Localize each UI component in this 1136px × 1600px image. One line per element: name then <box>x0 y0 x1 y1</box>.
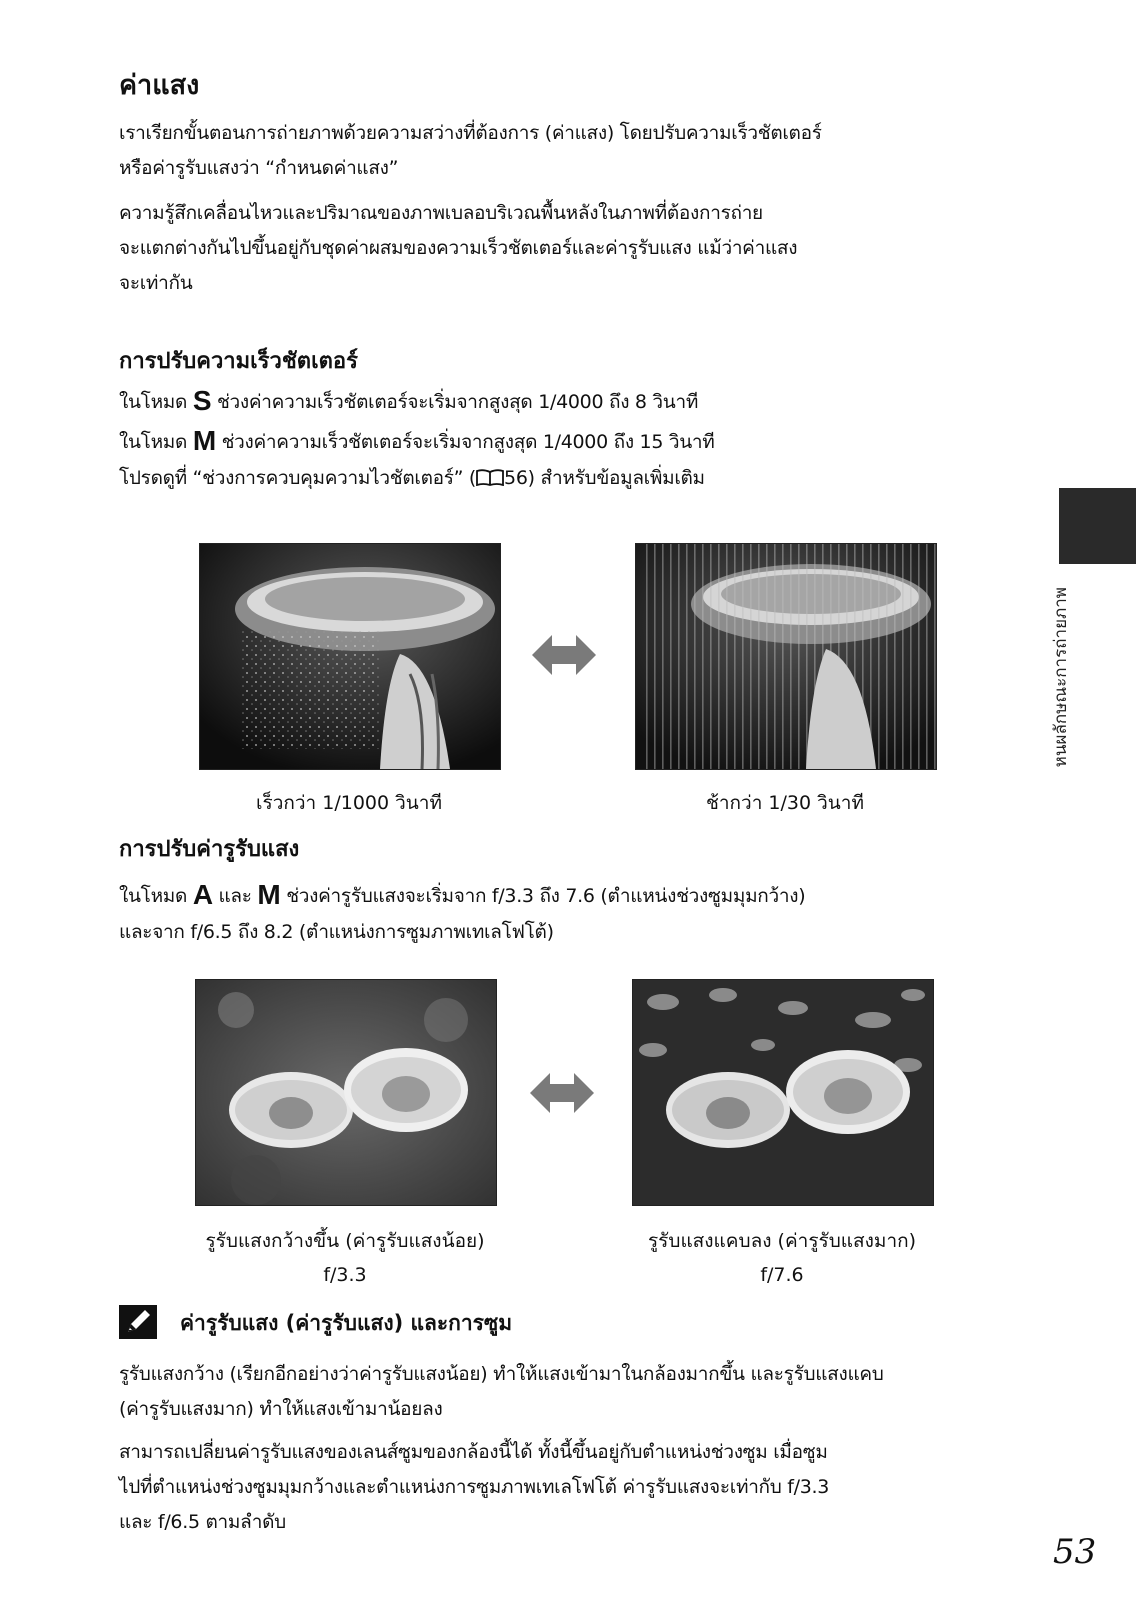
page-reference-link[interactable]: 56 <box>504 467 528 489</box>
fountain-fast-shutter-photo <box>199 543 501 770</box>
mode-a-icon: A <box>192 879 213 910</box>
shutter-mode-m-line: ในโหมด M ช่วงค่าความเร็วชัตเตอร์จะเริ่มจากสูงสุด 1/4000 ถึง 15 วินาที <box>119 425 715 456</box>
book-reference-icon <box>476 469 504 486</box>
mode-m-icon: M <box>257 879 281 910</box>
note-line: (ค่ารูรับแสงมาก) ทำให้แสงเข้ามาน้อยลง <box>119 1398 443 1420</box>
intro-line: ความรู้สึกเคลื่อนไหวและปริมาณของภาพเบลอบริเวณพื้นหลังในภาพที่ต้องการถ่าย <box>119 202 763 224</box>
note-line: รูรับแสงกว้าง (เรียกอีกอย่างว่าค่ารูรับแสงน้อย) ทำให้แสงเข้ามาในกล้องมากขึ้น และรูรับแสงแคบ <box>119 1363 884 1385</box>
caption-fast-shutter: เร็วกว่า 1/1000 วินาที <box>256 792 442 814</box>
chapter-side-label: หนผลักษณะการถ่ายภาพ <box>1051 587 1071 768</box>
note-title: ค่ารูรับแสง (ค่ารูรับแสง) และการซูม <box>180 1311 513 1335</box>
fountain-slow-shutter-photo <box>635 543 937 770</box>
flowers-narrow-aperture-photo <box>632 979 934 1206</box>
aperture-mode-line: ในโหมด A และ M ช่วงค่ารูรับแสงจะเริ่มจาก f/3.3 ถึง 7.6 (ตำแหน่งช่วงซูมมุมกว้าง) <box>119 879 806 910</box>
intro-line: เราเรียกขั้นตอนการถ่ายภาพด้วยความสว่างที่ต้องการ (ค่าแสง) โดยปรับความเร็วชัตเตอร์ <box>119 122 822 144</box>
mode-m-icon: M <box>192 425 216 456</box>
caption-narrow-aperture: รูรับแสงแคบลง (ค่ารูรับแสงมาก) <box>647 1230 917 1252</box>
intro-line: จะเท่ากัน <box>119 272 193 294</box>
shutter-reference-line: โปรดดูที่ “ช่วงการควบคุมความไวชัตเตอร์” ( 56) สำหรับข้อมูลเพิ่มเติม <box>119 467 705 489</box>
aperture-telephoto-line: และจาก f/6.5 ถึง 8.2 (ตำแหน่งการซูมภาพเทเลโฟโต้) <box>119 921 554 943</box>
mode-s-icon: S <box>192 385 212 416</box>
chapter-tab <box>1059 488 1136 564</box>
caption-wide-aperture-value: f/3.3 <box>323 1264 367 1286</box>
intro-line: หรือค่ารูรับแสงว่า “กำหนดค่าแสง” <box>119 157 399 179</box>
caption-slow-shutter: ช้ากว่า 1/30 วินาที <box>705 792 864 814</box>
aperture-heading: การปรับค่ารูรับแสง <box>119 837 300 862</box>
note-line: และ f/6.5 ตามลำดับ <box>119 1511 286 1533</box>
page-number: 53 <box>1053 1532 1097 1572</box>
flowers-wide-aperture-photo <box>195 979 497 1206</box>
shutter-heading: การปรับความเร็วชัตเตอร์ <box>119 349 358 374</box>
shutter-mode-s-line: ในโหมด S ช่วงค่าความเร็วชัตเตอร์จะเริ่มจากสูงสุด 1/4000 ถึง 8 วินาที <box>119 385 699 416</box>
caption-wide-aperture: รูรับแสงกว้างขึ้น (ค่ารูรับแสงน้อย) <box>205 1230 485 1252</box>
double-arrow-icon <box>530 1073 594 1113</box>
pencil-note-icon <box>119 1305 157 1339</box>
caption-narrow-aperture-value: f/7.6 <box>760 1264 804 1286</box>
double-arrow-icon <box>532 635 596 675</box>
note-line: สามารถเปลี่ยนค่ารูรับแสงของเลนส์ซูมของกล้องนี้ได้ ทั้งนี้ขึ้นอยู่กับตำแหน่งช่วงซูม เมื่อซูม <box>119 1441 828 1463</box>
note-line: ไปที่ตำแหน่งช่วงซูมมุมกว้างและตำแหน่งการซูมภาพเทเลโฟโต้ ค่ารูรับแสงจะเท่ากับ f/3.3 <box>119 1476 830 1498</box>
page-title: ค่าแสง <box>119 70 200 101</box>
intro-line: จะแตกต่างกันไปขึ้นอยู่กับชุดค่าผสมของความเร็วชัตเตอร์และค่ารูรับแสง แม้ว่าค่าแสง <box>119 237 798 259</box>
